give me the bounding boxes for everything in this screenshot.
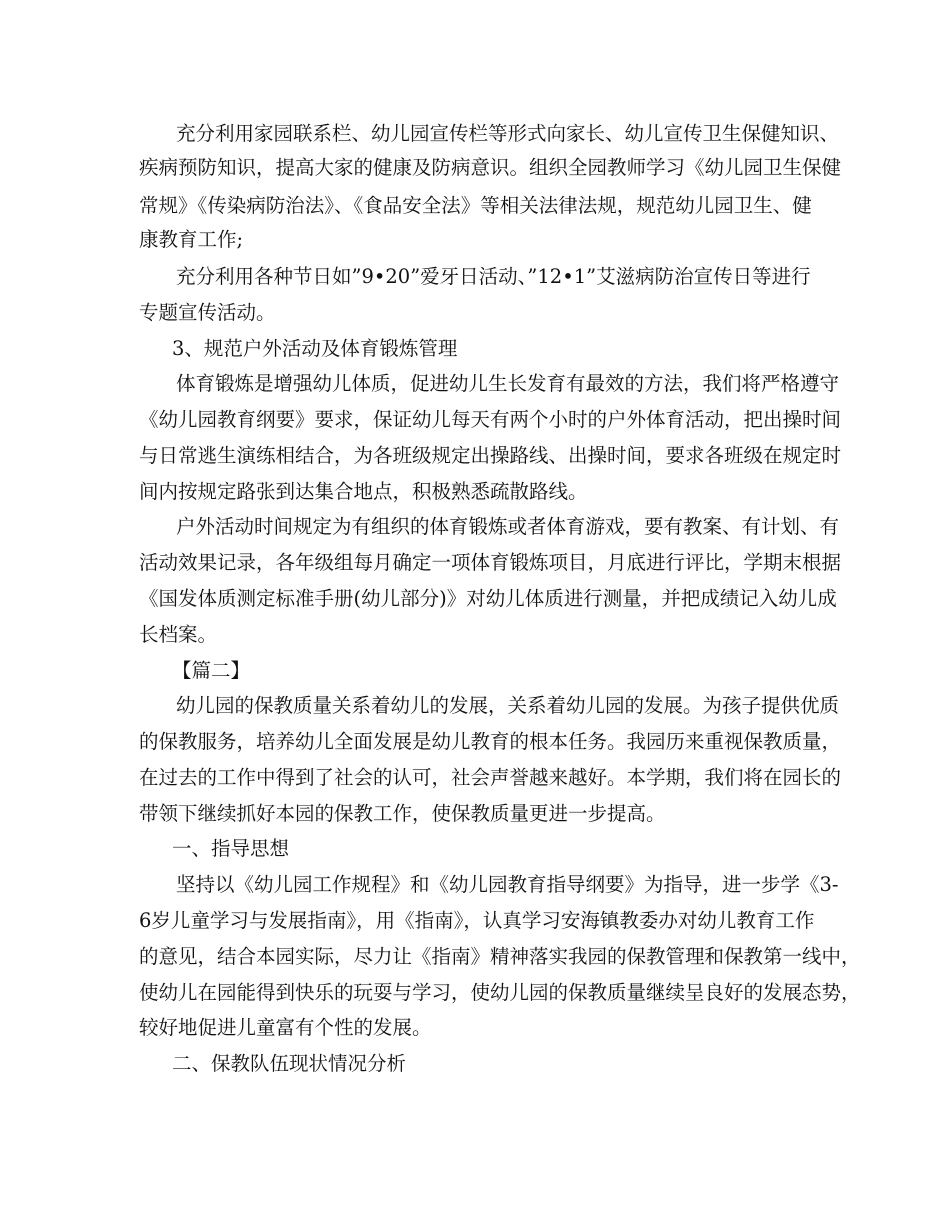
paragraph-line: 与日常逃生演练相结合，为各班级规定出操路线、出操时间，要求各班级在规定时 bbox=[139, 444, 842, 467]
paragraph-line: 专题宣传活动。 bbox=[139, 301, 276, 324]
paragraph-line: 幼儿园的保教质量关系着幼儿的发展，关系着幼儿园的发展。为孩子提供优质 bbox=[176, 694, 840, 717]
section-heading: 二、保教队伍现状情况分析 bbox=[172, 1052, 407, 1075]
paragraph-line: 较好地促进儿童富有个性的发展。 bbox=[139, 1016, 432, 1039]
paragraph-line: 户外活动时间规定为有组织的体育锻炼或者体育游戏，要有教案、有计划、有 bbox=[176, 515, 840, 538]
paragraph-line: 长档案。 bbox=[139, 623, 218, 646]
paragraph-line: 带领下继续抓好本园的保教工作，使保教质量更进一步提高。 bbox=[139, 802, 666, 825]
paragraph-line: 《幼儿园教育纲要》要求，保证幼儿每天有两个小时的户外体育活动，把出操时间 bbox=[139, 408, 842, 431]
paragraph-line: 使幼儿在园能得到快乐的玩耍与学习，使幼儿园的保教质量继续呈良好的发展态势， bbox=[139, 981, 861, 1004]
paragraph-line: 《国发体质测定标准手册(幼儿部分)》对幼儿体质进行测量，并把成绩记入幼儿成 bbox=[139, 587, 837, 610]
paragraph-line: 疾病预防知识，提高大家的健康及防病意识。组织全园教师学习《幼儿园卫生保健 bbox=[139, 156, 842, 179]
paragraph-line: 坚持以《幼儿园工作规程》和《幼儿园教育指导纲要》为指导，进一步学《3- bbox=[176, 873, 839, 896]
paragraph-line: 间内按规定路张到达集合地点，积极熟悉疏散路线。 bbox=[139, 480, 588, 503]
section-heading: 一、指导思想 bbox=[172, 837, 290, 860]
section-heading: 【篇二】 bbox=[172, 659, 251, 682]
paragraph-line: 的保教服务，培养幼儿全面发展是幼儿教育的根本任务。我园历来重视保教质量， bbox=[139, 730, 842, 753]
paragraph-line: 充分利用各种节日如”9•20”爱牙日活动、”12•1”艾滋病防治宣传日等进行 bbox=[176, 265, 811, 288]
paragraph-line: 6岁儿童学习与发展指南》，用《指南》，认真学习安海镇教委办对幼儿教育工作 bbox=[139, 909, 815, 932]
section-heading: 3、规范户外活动及体育锻炼管理 bbox=[172, 337, 458, 360]
paragraph-line: 常规》《传染病防治法》、《食品安全法》等相关法律法规，规范幼儿园卫生、健 bbox=[139, 194, 812, 217]
paragraph-line: 康教育工作; bbox=[139, 228, 244, 251]
paragraph-line: 充分利用家园联系栏、幼儿园宣传栏等形式向家长、幼儿宣传卫生保健知识、 bbox=[176, 122, 840, 145]
paragraph-line: 在过去的工作中得到了社会的认可，社会声誉越来越好。本学期，我们将在园长的 bbox=[139, 766, 842, 789]
paragraph-line: 活动效果记录，各年级组每月确定一项体育锻炼项目，月底进行评比，学期末根据 bbox=[139, 551, 842, 574]
paragraph-line: 体育锻炼是增强幼儿体质，促进幼儿生长发育有最效的方法，我们将严格遵守 bbox=[176, 372, 840, 395]
paragraph-line: 的意见，结合本园实际，尽力让《指南》精神落实我园的保教管理和保教第一线中， bbox=[139, 945, 861, 968]
